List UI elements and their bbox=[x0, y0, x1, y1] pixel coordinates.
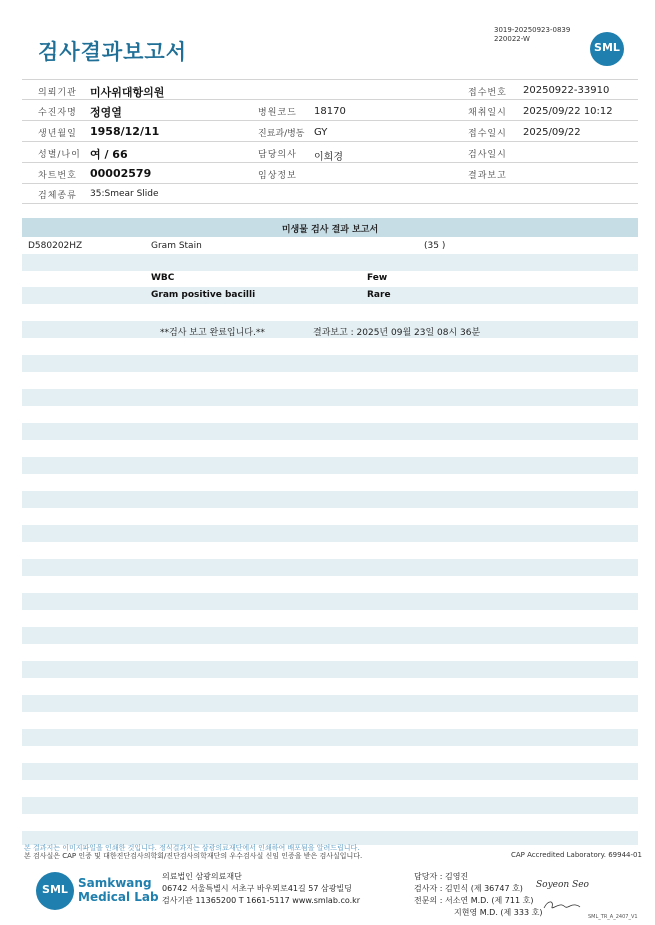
doctor-label: 담당의사 bbox=[258, 150, 297, 160]
table-band bbox=[22, 797, 638, 814]
report-code-line1: 3019-20250923-0839 bbox=[494, 26, 571, 34]
organization-info bbox=[162, 871, 360, 907]
divider bbox=[22, 183, 638, 184]
doctor-value: 이희경 bbox=[314, 152, 343, 163]
tested-label: 검사일시 bbox=[468, 150, 507, 160]
dept-label: 진료과/병동 bbox=[258, 129, 305, 139]
divider bbox=[22, 203, 638, 204]
certification-notice: 본 검사실은 CAP 인증 및 대한진단검사의학회/진단검사의학재단의 우수검사실 신임 인증을 받은 검사실입니다. bbox=[24, 852, 363, 860]
divider bbox=[22, 79, 638, 80]
table-band bbox=[22, 593, 638, 610]
report-time: 결과보고 : 2025년 09월 23일 08시 36분 bbox=[313, 328, 481, 338]
samkwang-logo-text: Samkwang Medical Lab bbox=[78, 876, 159, 904]
org-address: 06742 서울특별시 서초구 바우뫼로41길 57 삼광빌딩 bbox=[162, 884, 352, 893]
received-label: 접수일시 bbox=[468, 129, 507, 139]
table-band bbox=[22, 627, 638, 644]
test-code: D580202HZ bbox=[28, 241, 83, 251]
reported-label: 결과보고 bbox=[468, 171, 507, 181]
institution-label: 의뢰기관 bbox=[38, 88, 77, 98]
receipt-no-label: 접수번호 bbox=[468, 88, 507, 98]
page-title: 검사결과보고서 bbox=[38, 40, 188, 64]
samkwang-logo-icon: SML bbox=[36, 872, 74, 910]
result-value: Few bbox=[367, 273, 388, 283]
staff-info bbox=[414, 871, 542, 919]
report-complete: **검사 보고 완료입니다.** bbox=[160, 328, 265, 338]
dept-value: GY bbox=[314, 127, 328, 138]
table-band bbox=[22, 254, 638, 271]
received-value: 2025/09/22 bbox=[523, 127, 581, 138]
cap-accreditation: CAP Accredited Laboratory. 69944-01 bbox=[511, 851, 642, 859]
specimen-label: 검체종류 bbox=[38, 191, 77, 201]
signature: Soyeon Seo bbox=[536, 880, 589, 890]
result-name: Gram positive bacilli bbox=[151, 290, 256, 300]
sex-age-value: 여 / 66 bbox=[90, 148, 128, 161]
staff-expert1: 전문의 : 서소연 M.D. (제 711 호) bbox=[414, 896, 534, 905]
table-band bbox=[22, 695, 638, 712]
test-name: Gram Stain bbox=[151, 241, 202, 251]
test-number: (35 ) bbox=[424, 241, 446, 251]
signature-mark bbox=[542, 898, 582, 912]
org-name: 의료법인 삼광의료재단 bbox=[162, 872, 242, 881]
divider bbox=[22, 141, 638, 142]
staff-charge: 담당자 : 김영진 bbox=[414, 872, 469, 881]
report-code-line2: 220022-W bbox=[494, 35, 530, 43]
hospital-code-value: 18170 bbox=[314, 106, 346, 117]
specimen-value: 35:Smear Slide bbox=[90, 189, 159, 199]
divider bbox=[22, 120, 638, 121]
dob-value: 1958/12/11 bbox=[90, 125, 160, 138]
form-code: SML_TR_A_2407_V1 bbox=[588, 914, 638, 920]
table-band bbox=[22, 491, 638, 508]
table-band bbox=[22, 389, 638, 406]
clinical-label: 임상정보 bbox=[258, 171, 297, 181]
table-band bbox=[22, 355, 638, 372]
table-band bbox=[22, 559, 638, 576]
hospital-code-label: 병원코드 bbox=[258, 108, 297, 118]
staff-tester: 검사자 : 김민식 (제 36747 호) bbox=[414, 884, 523, 893]
patient-value: 정영열 bbox=[90, 106, 122, 119]
org-contact: 검사기관 11365200 T 1661-5117 www.smlab.co.kr bbox=[162, 896, 361, 905]
table-band bbox=[22, 729, 638, 746]
collected-value: 2025/09/22 10:12 bbox=[523, 106, 613, 117]
report-code bbox=[494, 26, 570, 44]
table-band bbox=[22, 661, 638, 678]
patient-label: 수진자명 bbox=[38, 108, 77, 118]
table-band bbox=[22, 457, 638, 474]
results-header bbox=[22, 218, 638, 237]
table-band bbox=[22, 763, 638, 780]
staff-expert2: 지현영 M.D. (제 333 호) bbox=[454, 908, 543, 917]
chart-label: 차트번호 bbox=[38, 171, 77, 181]
image-notice: 본 결과지는 이미지파일을 인쇄한 것입니다. 정식결과지는 삼광의료재단에서 인쇄하여 배포됨을 알려드립니다. bbox=[24, 844, 360, 852]
chart-value: 00002579 bbox=[90, 167, 152, 180]
table-band bbox=[22, 525, 638, 542]
table-band bbox=[22, 287, 638, 304]
result-value: Rare bbox=[367, 290, 391, 300]
institution-value: 미사위대항의원 bbox=[90, 86, 165, 99]
result-name: WBC bbox=[151, 273, 175, 283]
collected-label: 채취일시 bbox=[468, 108, 507, 118]
table-band bbox=[22, 423, 638, 440]
receipt-no-value: 20250922-33910 bbox=[523, 85, 610, 96]
sml-logo: SML bbox=[590, 32, 624, 66]
sex-age-label: 성별/나이 bbox=[38, 150, 81, 160]
results-title: 미생물 검사 결과 보고서 bbox=[281, 225, 379, 235]
dob-label: 생년월일 bbox=[38, 129, 77, 139]
